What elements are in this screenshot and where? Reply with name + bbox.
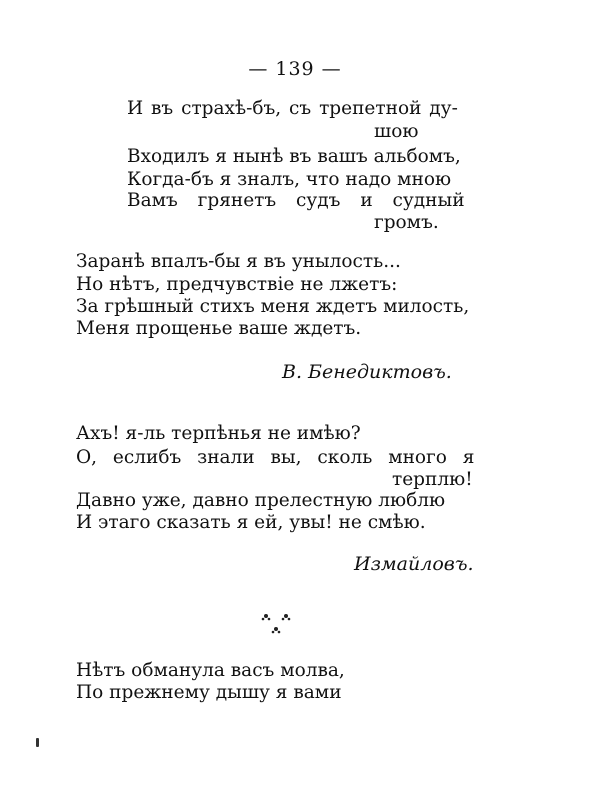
- poem-line: Входилъ я нынѣ въ вашъ альбомъ,: [127, 146, 461, 167]
- poem-line: За грѣшный стихъ меня ждетъ милость,: [76, 296, 470, 317]
- poem-line: Меня прощенье ваше ждетъ.: [76, 318, 362, 339]
- poem-line: И этаго сказать я ей, увы! не смѣю.: [76, 512, 426, 533]
- poem-line: Но нѣтъ, предчувствіе не лжетъ:: [76, 274, 398, 295]
- ink-speck: [36, 738, 39, 747]
- poem-line: Нѣтъ обманула васъ молва,: [76, 660, 345, 681]
- author-signature: В. Бенедиктовъ.: [282, 361, 452, 383]
- poem-line: По прежнему дышу я вами: [76, 682, 342, 703]
- poem-line: громъ.: [374, 212, 439, 233]
- poem-line: Давно уже, давно прелестную люблю: [76, 490, 446, 511]
- poem-line: Заранѣ впалъ-бы я въ унылость...: [76, 251, 401, 272]
- poem-line: И въ страхѣ-бъ, съ трепетной ду-: [127, 98, 458, 119]
- poem-line: шою: [374, 121, 419, 142]
- poem-line: О, еслибъ знали вы, сколь много я: [76, 447, 475, 468]
- author-signature: Измайловъ.: [354, 553, 474, 575]
- page-number: — 139 —: [248, 58, 342, 80]
- poem-line: Ахъ! я-ль терпѣнья не имѣю?: [76, 423, 361, 444]
- asterism-divider-icon: [258, 610, 294, 638]
- poem-line: терплю!: [392, 469, 473, 490]
- poem-line: Вамъ грянетъ судъ и судный: [127, 190, 465, 211]
- poem-line: Когда-бъ я зналъ, что надо мною: [127, 169, 452, 190]
